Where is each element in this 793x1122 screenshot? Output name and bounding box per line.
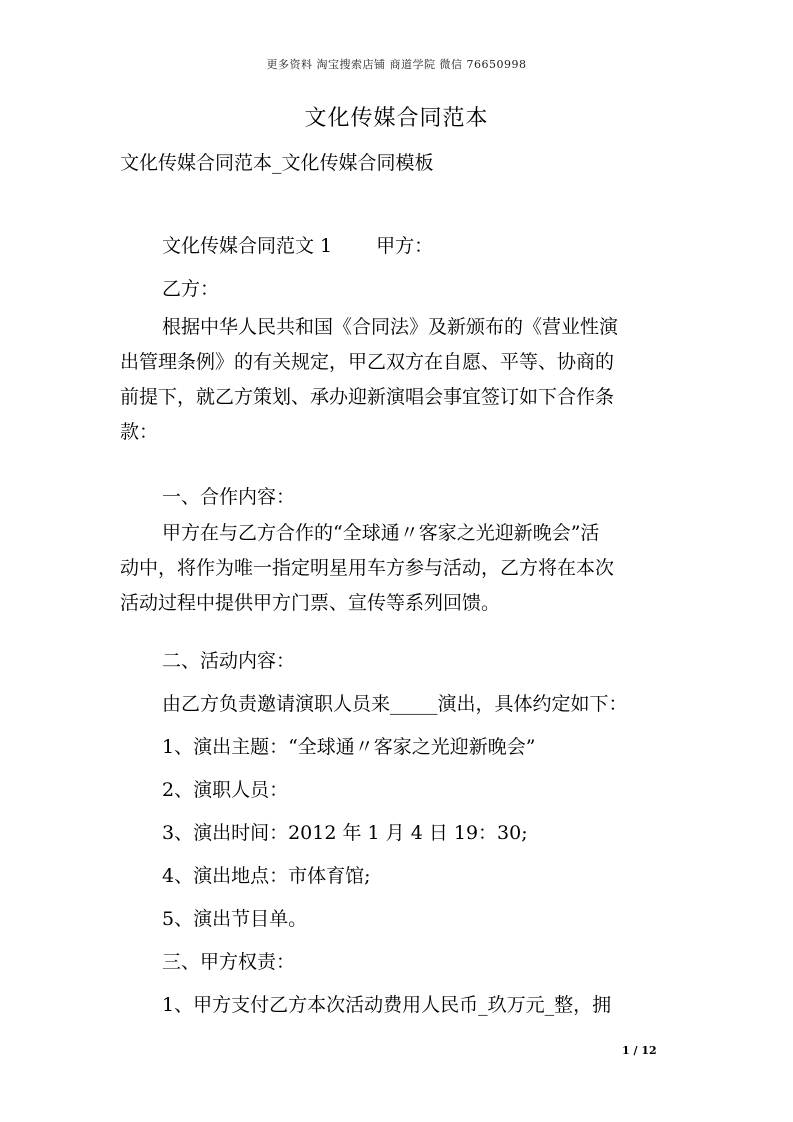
preamble-line: 前提下，就乙方策划、承办迎新演唱会事宜签订如下合作条 (120, 386, 615, 408)
section-2-item: 1、演出主题：“全球通〃客家之光迎新晚会” (162, 736, 536, 758)
section-2-intro: 由乙方负责邀请演职人员来_____演出，具体约定如下： (162, 693, 628, 715)
section-1-line: 甲方在与乙方合作的“全球通〃客家之光迎新晚会”活 (162, 522, 600, 544)
section-2-item: 5、演出节目单。 (162, 908, 308, 930)
section-3-item: 1、甲方支付乙方本次活动费用人民币_玖万元_整，拥 (162, 994, 612, 1016)
preamble-line: 款： (120, 421, 159, 443)
preamble-paragraph (120, 310, 676, 450)
section-2-item: 4、演出地点：市体育馆; (162, 865, 371, 887)
party-a-label: 甲方： (376, 235, 434, 257)
section-2-heading: 二、活动内容： (162, 650, 296, 672)
party-b-label: 乙方： (162, 278, 220, 300)
section-1-paragraph (120, 516, 676, 621)
document-title: 文化传媒合同范本 (304, 106, 489, 131)
preamble-line: 根据中华人民共和国《合同法》及新颁布的《营业性演 (162, 316, 619, 338)
preamble-line: 出管理条例》的有关规定，甲乙双方在自愿、平等、协商的 (120, 351, 615, 373)
document-subtitle: 文化传媒合同范本_文化传媒合同模板 (120, 152, 434, 174)
page-header-note: 更多资料 淘宝搜索店铺 商道学院 微信 76650998 (266, 58, 527, 71)
section-2-item: 3、演出时间：2012 年 1 月 4 日 19：30; (162, 822, 528, 844)
section-1-line: 动中，将作为唯一指定明星用车方参与活动，乙方将在本次 (120, 557, 615, 579)
section-1-line: 活动过程中提供甲方门票、宣传等系列回馈。 (120, 592, 501, 614)
contract-heading: 文化传媒合同范文 1 (162, 235, 333, 257)
section-2-item: 2、演职人员： (162, 779, 289, 801)
contract-intro-line (162, 231, 682, 258)
page-indicator: 1 / 12 (622, 1044, 657, 1057)
section-1-heading: 一、合作内容： (162, 486, 296, 508)
section-3-heading: 三、甲方权责： (162, 951, 296, 973)
